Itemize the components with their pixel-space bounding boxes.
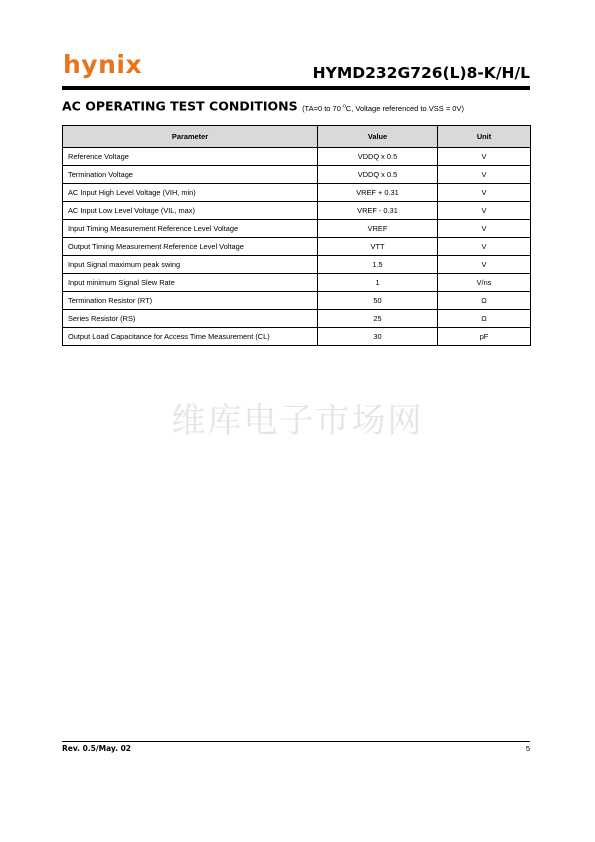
section-conditions: (TA=0 to 70 $^o$C, Voltage referenced to VSS = 0V)	[302, 103, 464, 113]
footer-rule	[62, 741, 530, 742]
ac-test-conditions-table	[62, 125, 531, 346]
cell-unit: Ω	[438, 292, 531, 310]
table-row	[63, 184, 531, 202]
cell-unit: V	[438, 202, 531, 220]
cell-parameter: Output Timing Measurement Reference Level Voltage	[63, 238, 318, 256]
cell-parameter: Termination Voltage	[63, 166, 318, 184]
cell-value: 25	[318, 310, 438, 328]
page-number: 5	[525, 744, 530, 753]
cell-unit: Ω	[438, 310, 531, 328]
cell-parameter: AC Input High Level Voltage (VIH, min)	[63, 184, 318, 202]
cell-value: VDDQ x 0.5	[318, 166, 438, 184]
cell-parameter: Termination Resistor (RT)	[63, 292, 318, 310]
cell-parameter: AC Input Low Level Voltage (VIL, max)	[63, 202, 318, 220]
table-row	[63, 310, 531, 328]
cell-value: VTT	[318, 238, 438, 256]
table-row	[63, 238, 531, 256]
revision-label: Rev. 0.5/May. 02	[62, 744, 132, 753]
table-row	[63, 148, 531, 166]
cell-unit: V	[438, 148, 531, 166]
cell-value: 50	[318, 292, 438, 310]
cell-parameter: Input Timing Measurement Reference Level Voltage	[63, 220, 318, 238]
cell-value: 1	[318, 274, 438, 292]
cell-parameter: Series Resistor (RS)	[63, 310, 318, 328]
cell-value: 1.5	[318, 256, 438, 274]
table-row	[63, 274, 531, 292]
cell-value: VREF + 0.31	[318, 184, 438, 202]
header-parameter: Parameter	[63, 126, 318, 148]
table-row	[63, 166, 531, 184]
section-title-text: AC OPERATING TEST CONDITIONS	[62, 98, 298, 114]
cell-value: VREF - 0.31	[318, 202, 438, 220]
part-number: HYMD232G726(L)8-K/H/L	[312, 64, 530, 82]
cell-unit: V	[438, 166, 531, 184]
header-rule	[62, 86, 530, 90]
table-row	[63, 328, 531, 346]
cell-value: 30	[318, 328, 438, 346]
cell-unit: pF	[438, 328, 531, 346]
cell-value: VDDQ x 0.5	[318, 148, 438, 166]
table-row	[63, 220, 531, 238]
cell-unit: V	[438, 238, 531, 256]
cell-unit: V	[438, 184, 531, 202]
watermark: 维库电子市场网	[171, 401, 424, 441]
cell-unit: V	[438, 256, 531, 274]
cell-parameter: Reference Voltage	[63, 148, 318, 166]
cell-unit: V/ns	[438, 274, 531, 292]
cell-parameter: Input Signal maximum peak swing	[63, 256, 318, 274]
table-row	[63, 202, 531, 220]
table-header-row	[63, 126, 531, 148]
table-row	[63, 292, 531, 310]
cell-value: VREF	[318, 220, 438, 238]
header-unit: Unit	[438, 126, 531, 148]
header-value: Value	[318, 126, 438, 148]
cell-parameter: Output Load Capacitance for Access Time Measurement (CL)	[63, 328, 318, 346]
hynix-logo: hynix	[63, 50, 143, 79]
cell-unit: V	[438, 220, 531, 238]
table-row	[63, 256, 531, 274]
section-title	[62, 97, 464, 118]
cell-parameter: Input minimum Signal Slew Rate	[63, 274, 318, 292]
